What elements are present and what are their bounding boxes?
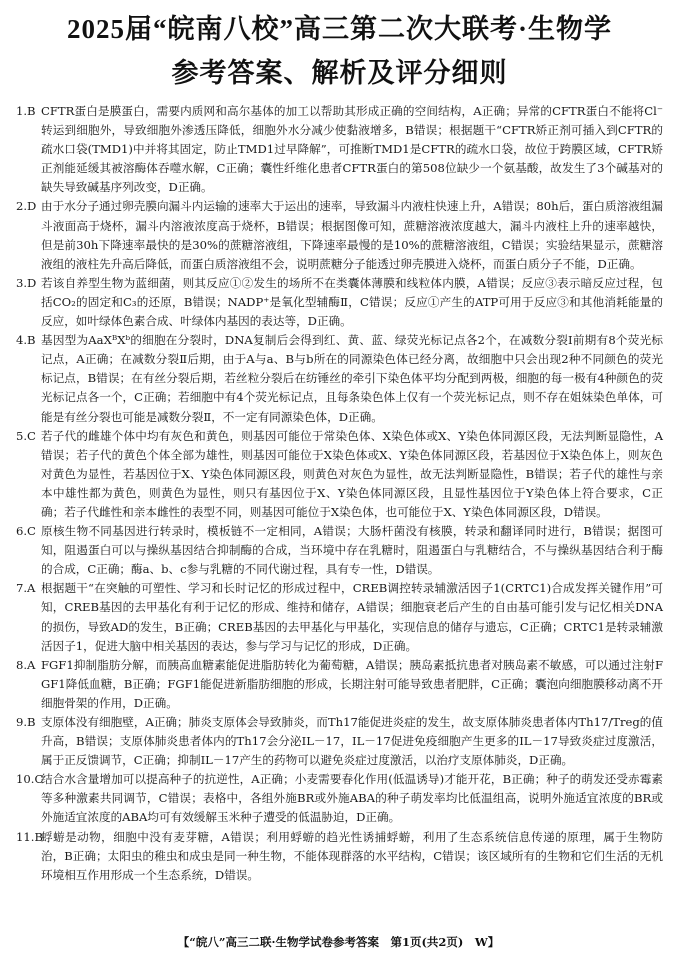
answer-explanation: 结合水含量增加可以提高种子的抗逆性，A正确；小麦需要春化作用(低温诱导)才能开花，B正确；种子的萌发还受赤霉素等多种激素共同调节，C错误；表格中，各组外施BR或外施ABA的种子萌发率均比低温组高，说明外施适宜浓度的BR或外施适宜浓度的ABA均可有效缓解玉米种子遭受的低温胁迫，D正确。 [41,772,663,825]
answer-number: 2.D [16,199,37,214]
answer-number: 9.B [16,715,36,729]
answer-item-7 [16,579,663,655]
answer-item-10 [16,770,663,827]
answer-item-1 [16,102,663,197]
answer-number: 7.A [16,581,36,596]
answer-explanation: 由于水分子通过卵壳膜向漏斗内运输的速率大于运出的速率，导致漏斗内液柱快速上升，A错误；80h后，蛋白质溶液组漏斗液面高于烧杯，漏斗内溶液浓度高于烧杯，B错误；根据图像可知，蔗糖溶液浓度越大，漏斗内液柱上升的速率越快，但是前30h下降速率最快的是30%的蔗糖溶液组，下降速率最慢的是10%的蔗糖溶液组，C错误；实验结果显示，蔗糖溶液组的液柱先升高后降低，而蛋白质溶液组不会，说明蔗糖分子能透过卵壳膜进入烧杯，而蛋白质分子不能，D正确。 [41,199,663,271]
answer-explanation: CFTR蛋白是膜蛋白，需要内质网和高尔基体的加工以帮助其形成正确的空间结构，A正确；异常的CFTR蛋白不能将Cl⁻转运到细胞外，导致细胞外渗透压降低，细胞外水分减少使黏液增多，B错误；根据题干“CFTR矫正剂可插入到CFTR的疏水口袋(TMD1)中并将其固定，防止TMD1过早降解”，可推断TMD1是CFTR的疏水口袋，故位于跨膜区域，CFTR矫正剂能延缓其被溶酶体吞噬水解，C正确；囊性纤维化患者CFTR蛋白的第508位缺少一个氨基酸，故发生了3个碱基对的缺失导致碱基序列改变，D正确。 [41,104,663,195]
page-title: 2025届“皖南八校”高三第二次大联考·生物学 [66,14,612,44]
page-footer: 【“皖八”高三二联·生物学试卷参考答案 第1页(共2页) W】 [177,935,500,949]
answer-explanation: 基因型为AaXᴮXᵇ的细胞在分裂时，DNA复制后会得到红、黄、蓝、绿荧光标记点各2个，在减数分裂Ⅰ前期有8个荧光标记点，A正确；在减数分裂Ⅱ后期，由于A与a、B与b所在的同源染色体已经分离，故细胞中只会出现2种不同颜色的荧光标记点，B错误；在有丝分裂后期，若丝粒分裂后在纺锤丝的牵引下染色体平均分配到两极，细胞的每一极有4种颜色的荧光标记点各一个，C正确；若细胞中有4个荧光标记点，且每条染色体上仅有一个荧光标记点，则不存在姐妹染色单体，可能是有丝分裂也可能是减数分裂Ⅱ，不一定有同源染色体，D正确。 [41,333,663,424]
answer-item-6 [16,522,663,579]
answer-number: 5.C [16,428,36,443]
answer-explanation: 原核生物不同基因进行转录时，模板链不一定相同，A错误；大肠杆菌没有核膜，转录和翻译同时进行，B错误；据图可知，阻遏蛋白可以与操纵基因结合抑制酶的合成，当环境中存在乳糖时，阻遏蛋白与乳糖结合，不与操纵基因结合利于酶的合成，C正确；酶a、b、c参与乳糖的不同代谢过程，具有专一性，D错误。 [41,524,663,577]
answer-item-4 [16,331,663,426]
answer-item-8 [16,656,663,713]
answer-explanation: FGF1抑制脂肪分解，而胰高血糖素能促进脂肪转化为葡萄糖，A错误；胰岛素抵抗患者对胰岛素不敏感，可以通过注射FGF1降低血糖，B正确；FGF1能促进新脂肪细胞的形成，长期注射可能导致患者肥胖，C正确；囊泡向细胞膜移动离不开细胞骨架的作用，D正确。 [41,657,663,710]
answer-number: 11.B [16,829,43,844]
answer-number: 4.B [16,333,36,348]
answer-explanation: 支原体没有细胞壁，A正确；肺炎支原体会导致肺炎，而Th17能促进炎症的发生，故支原体肺炎患者体内Th17/Treg的值升高，B错误；支原体肺炎患者体内的Th17会分泌IL－17，IL－17促进免疫细胞产生更多的IL－17导致炎症过度激活，属于正反馈调节，C正确；抑制IL－17产生的药物可以避免炎症过度激活，以治疗支原体肺炎，D正确。 [41,715,663,768]
answer-explanation: 若子代的雌雄个体中均有灰色和黄色，则基因可能位于常染色体、X染色体或X、Y染色体同源区段，无法判断显隐性，A错误；若子代的黄色个体全部为雄性，则基因可能位于X染色体或X、Y染色体同源区段，若基因位于X染色体上，则灰色对黄色为显性，若基因位于X、Y染色体同源区段，则黄色对灰色为显性，故无法判断显隐性，B错误；若子代的雄性与亲本中雄性都为黄色，则黄色为显性，则只有基因位于X、Y染色体同源区段，且显性基因位于Y染色体上符合要求，C正确；若子代雌性和亲本雌性的表型不同，则基因可能位于X染色体，也可能位于X、Y染色体同源区段，D错误。 [41,428,663,519]
answer-explanation: 若该自养型生物为蓝细菌，则其反应①②发生的场所不在类囊体薄膜和线粒体内膜，A错误；反应③表示暗反应过程，包括CO₂的固定和C₃的还原，B错误；NADP⁺是氧化型辅酶Ⅱ，C错误；反应①产生的ATP可用于反应③和其他消耗能量的反应，如叶绿体色素合成、叶绿体内基因的表达等，D正确。 [41,275,663,329]
answer-list [16,102,663,885]
answer-item-11 [16,828,663,885]
answer-item-5 [16,427,663,522]
answer-number: 3.D [16,275,37,290]
answer-explanation: 蜉蝣是动物，细胞中没有麦芽糖，A错误；利用蜉蝣的趋光性诱捕蜉蝣，利用了生态系统信息传递的原理，属于生物防治，B正确；太阳虫的稚虫和成虫是同一种生物，不能体现群落的水平结构，C错误；该区域所有的生物和它们生活的无机环境相互作用形成一个生态系统，D错误。 [41,829,663,882]
answer-item-3 [16,274,663,331]
answer-number: 10.C [16,772,44,787]
page-subtitle: 参考答案、解析及评分细则 [171,58,508,88]
answer-number: 6.C [16,524,36,539]
answer-number: 1.B [16,104,36,118]
answer-number: 8.A [16,657,36,672]
answer-item-9 [16,713,663,770]
answer-explanation: 根据题干“在突触的可塑性、学习和长时记忆的形成过程中，CREB调控转录辅激活因子1(CRTC1)合成发挥关键作用”可知，CREB基因的去甲基化有利于记忆的形成、维持和储存，A错误；细胞衰老后产生的自由基可能引发与记忆相关DNA的损伤，导致AD的发生，B正确；CREB基因的去甲基化与甲基化，实现信息的储存与遗忘，C正确；CRTC1是转录辅激活因子1，促进大脑中相关基因的表达，参与学习与记忆的形成，D正确。 [41,581,663,653]
answer-item-2 [16,197,663,273]
